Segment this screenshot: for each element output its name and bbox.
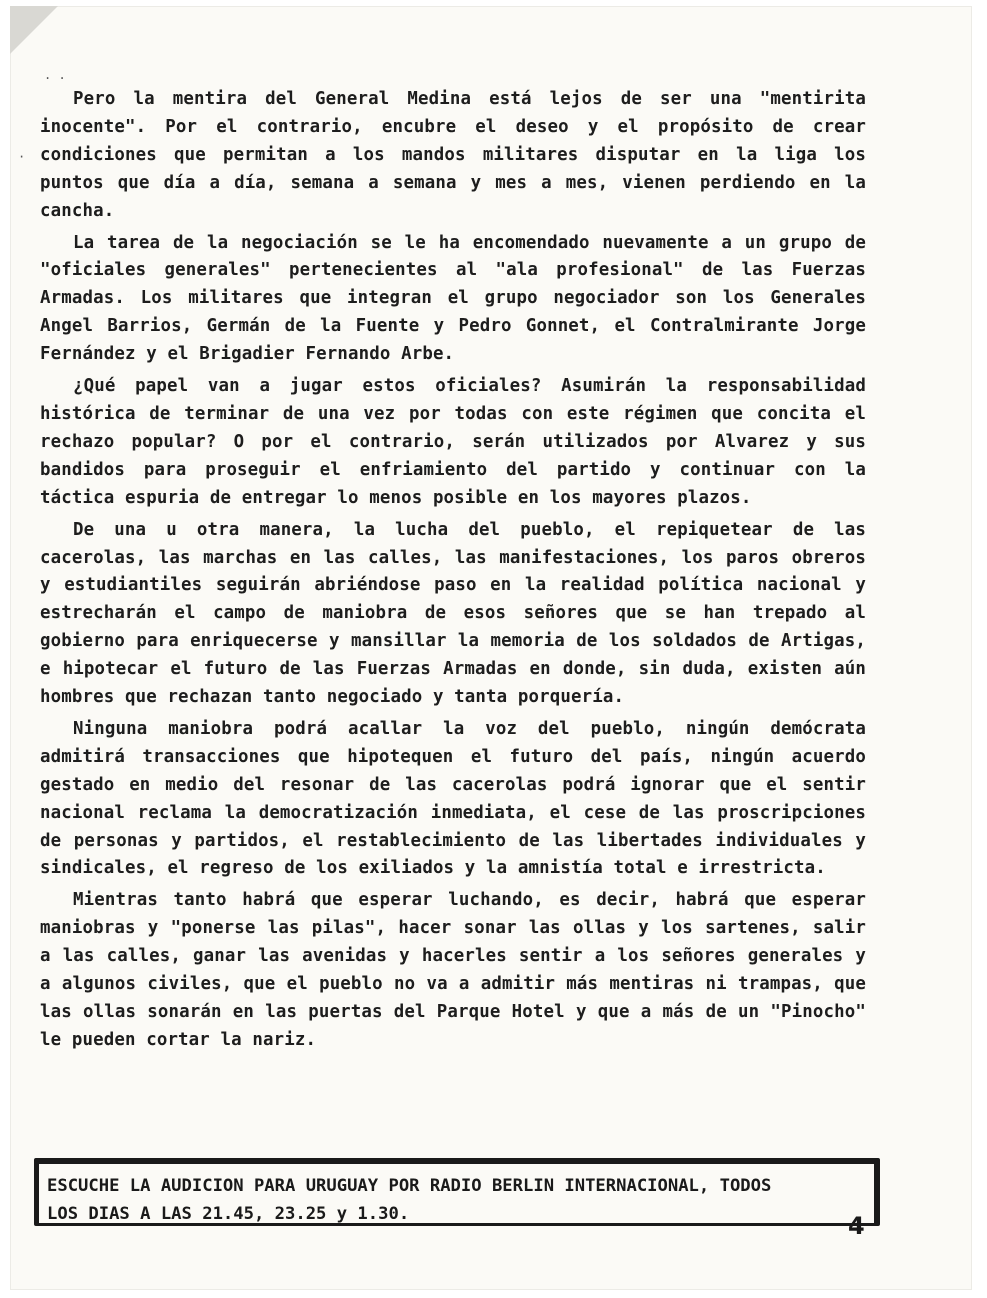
paragraph: Mientras tanto habrá que esperar luchando, es decir, habrá que esperar maniobras y "ponerse las pilas", hacer sonar las ollas y los sartenes, salir a las calles, ganar las avenidas y hacerles sentir a los señores generales y a algunos civiles, que el pueblo no va a admitir más mentiras ni trampas, que las ollas sonarán en las puertas del Parque Hotel y que a más de un "Pinocho" le pueden cortar la nariz. xyxy=(40,890,866,1050)
paragraph: La tarea de la negociación se le ha encomendado nuevamente a un grupo de "oficiales generales" pertenecientes al "ala profesional" de las Fuerzas Armadas. Los militares que integran el grupo negociador son los Generales Angel Barrios, Germán de la Fuente y Pedro Gonnet, el Contralmirante Jorge Fernández y el Brigadier Fernando Arbe. xyxy=(40,232,866,365)
radio-announcement-box xyxy=(34,1158,880,1226)
paragraph: De una u otra manera, la lucha del pueblo, el repiquetear de las cacerolas, las marchas en las calles, las manifestaciones, los paros obreros y estudiantiles seguirán abriéndose paso en la realidad política nacional y estrecharán el campo de maniobra de esos señores que se han trepado al gobierno para enriquecerse y mansillar la memoria de los soldados de Artigas, e hipotecar el futuro de las Fuerzas Armadas en donde, sin duda, existen aún hombres que rechazan tanto negociado y tanta porquería. xyxy=(40,519,866,708)
stray-dots: . . xyxy=(44,68,66,82)
paragraph: ¿Qué papel van a jugar estos oficiales? Asumirán la responsabilidad histórica de terminar de una vez por todas con este régimen que concita el rechazo popular? O por el contrario, serán utilizados por Alvarez y sus bandidos para proseguir el enfriamiento del partido y continuar con la táctica espuria de entregar lo menos posible en los mayores plazos. xyxy=(40,376,866,508)
announcement-line-1: ESCUCHE LA AUDICION PARA URUGUAY POR RADIO BERLIN INTERNACIONAL, TODOS xyxy=(47,1176,772,1196)
announcement-line-2: LOS DIAS A LAS 21.45, 23.25 y 1.30. xyxy=(47,1204,410,1224)
paragraph: Pero la mentira del General Medina está lejos de ser una "mentirita inocente". Por el contrario, encubre el deseo y el propósito de crear condiciones que permitan a los mandos militares disputar en la liga los puntos que día a día, semana a semana y mes a mes, vienen perdiendo en la cancha. xyxy=(40,89,866,221)
stray-dot: · xyxy=(18,150,26,164)
folded-corner xyxy=(10,6,58,54)
page-number: 4 xyxy=(848,1212,865,1240)
paragraph: Ninguna maniobra podrá acallar la voz del pueblo, ningún demócrata admitirá transacciones que hipotequen el futuro del país, ningún acuerdo gestado en medio del resonar de las cacerolas podrá ignorar que el sentir nacional reclama la democratización inmediata, el cese de las proscripciones de personas y partidos, el restablecimiento de las libertades individuales y sindicales, el regreso de los exiliados y la amnistía total e irrestricta. xyxy=(40,718,866,879)
document-body xyxy=(40,86,866,1055)
